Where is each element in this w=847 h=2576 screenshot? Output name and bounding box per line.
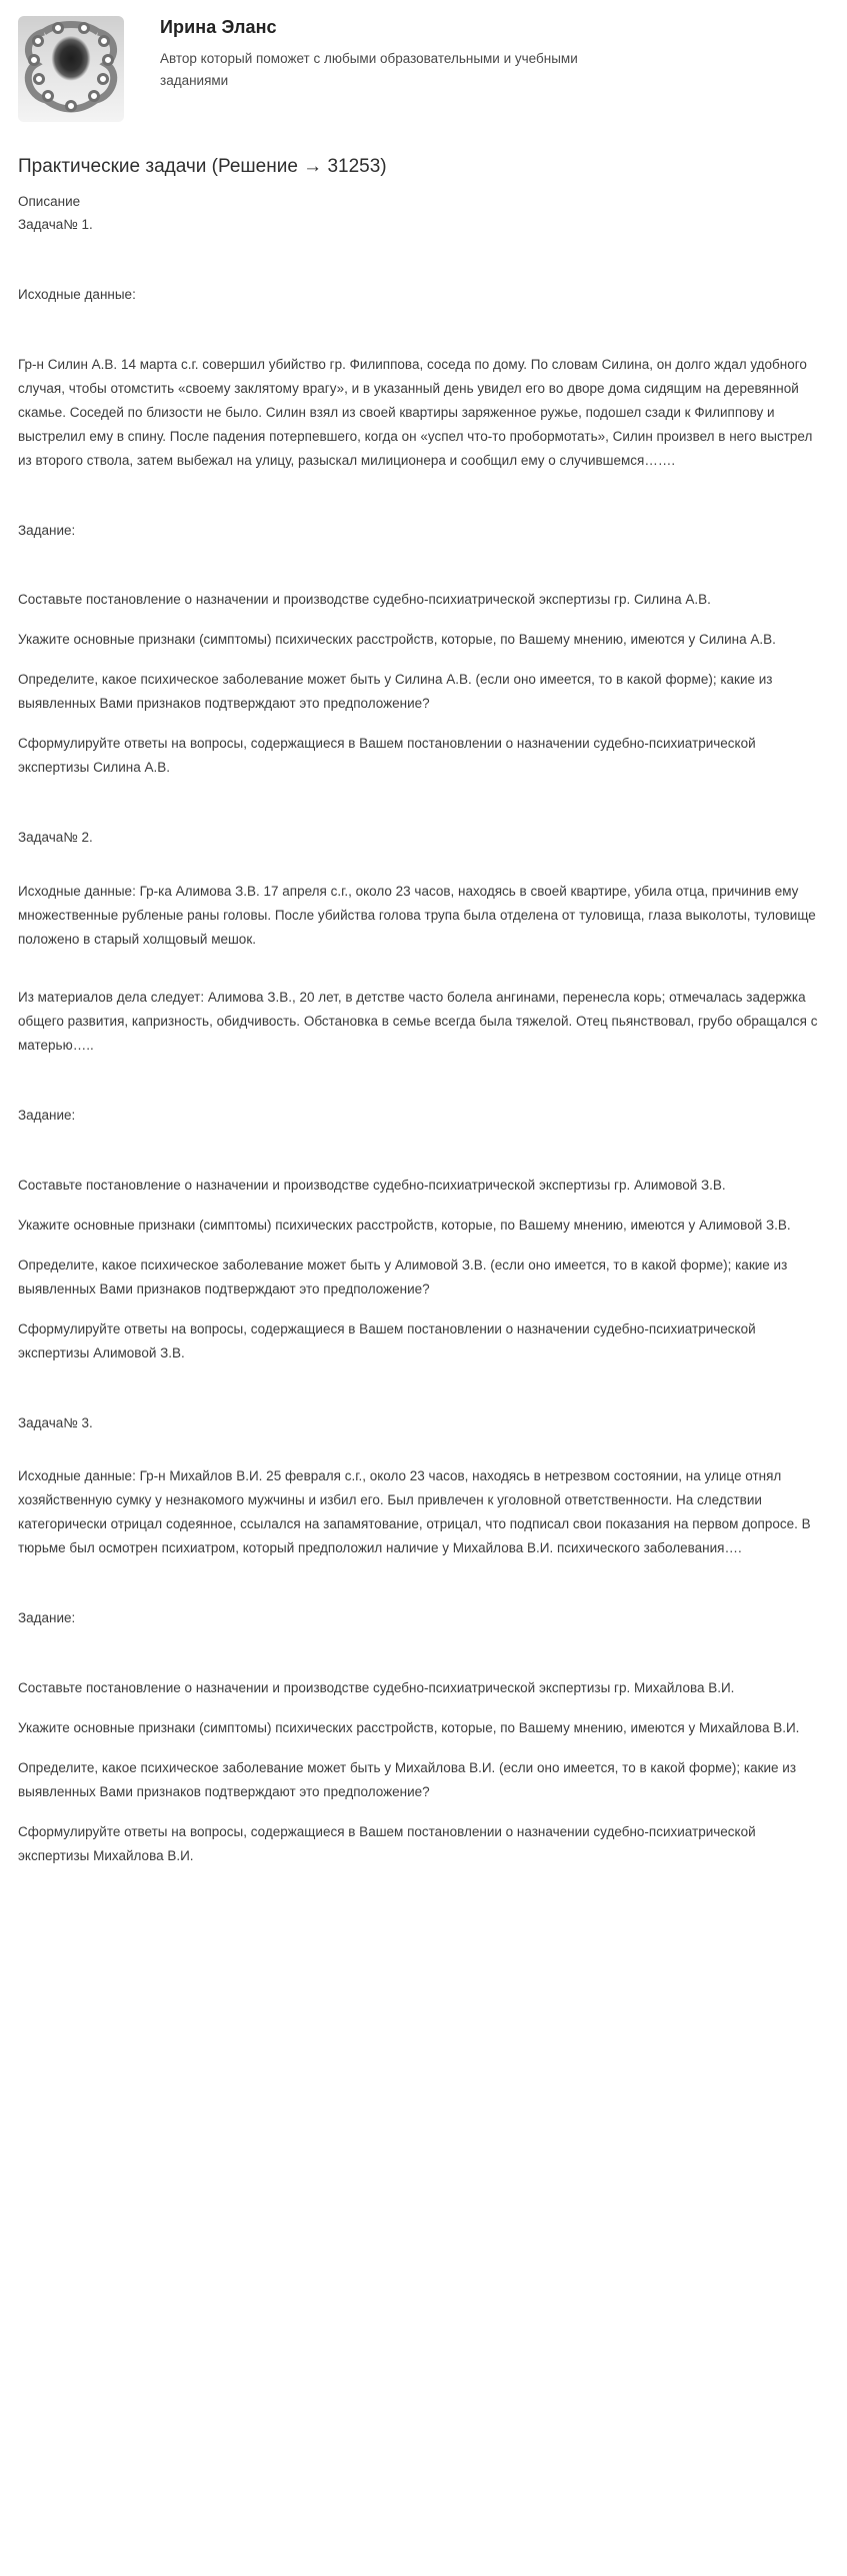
task-heading-3: Задача№ 3. [18,1414,93,1430]
source-data-text-1: Гр-н Силин А.В. 14 марта с.г. совершил убийство гр. Филиппова, соседа по дому. По словам Силина, он долго ждал удобного случая, чтобы отомстить «своему заклятому врагу», и в указанный день увидел его во дворе дома сидящим на деревянной скамье. Соседей по близости не было. Силин взял из своей квартиры заряженное ружье, подошел сзади к Филиппову и выстрелил ему в спину. После падения потерпевшего, когда он «успел что-то пробормотать», Силин произвел в него выстрел из второго ствола, затем выбежал на улицу, разыскал милиционера и сообщил ему о случившемся……. [18,356,813,468]
assignment-label-1: Задание: [18,522,76,538]
assignment-item: Укажите основные признаки (симптомы) психических расстройств, которые, по Вашему мнению, имеются у Силина А.В. [18,632,776,648]
assignment-item: Определите, какое психическое заболевание может быть у Михайлова В.И. (если оно имеется, то в какой форме); какие из выявленных Вами признаков подтверждают это предположение? [18,1760,797,1800]
page-title: Практические задачи (Решение → 31253) [18,156,387,177]
spacer [18,1074,819,1104]
spacer [18,542,819,588]
assignment-item: Составьте постановление о назначении и производстве судебно-психиатрической экспертизы гр. Михайлова В.И. [18,1680,735,1696]
author-header [10,0,837,130]
spacer [18,1434,819,1464]
assignment-item: Составьте постановление о назначении и производстве судебно-психиатрической экспертизы гр. Силина А.В. [18,592,711,608]
assignment-item: Сформулируйте ответы на вопросы, содержащиеся в Вашем постановлении о назначении судебно-психиатрической экспертизы Алимовой З.В. [18,1320,756,1360]
avatar-decorative-frame-icon [18,16,124,122]
spacer [18,1128,819,1174]
assignment-item: Определите, какое психическое заболевание может быть у Силина А.В. (если оно имеется, то в какой форме); какие из выявленных Вами признаков подтверждают это предположение? [18,672,773,712]
spacer [18,489,819,519]
task-section-1 [18,213,819,780]
assignment-label-2: Задание: [18,1108,76,1124]
source-data-text-2b: Из материалов дела следует: Алимова З.В., 20 лет, в детстве часто болела ангинами, перенесла корь; отмечалась задержка общего развития, капризность, обидчивость. Обстановка в семье всегда была тяжелой. Отец пьянствовал, грубо обращался с матерью….. [18,989,818,1054]
spacer [18,1365,819,1411]
spacer [18,1576,819,1606]
source-data-label-1: Исходные данные: [18,286,136,302]
task-heading-1: Задача№ 1. [18,217,93,233]
author-tagline: Автор который поможет с любыми образовательными и учебными заданиями [160,51,578,89]
description-label: Описание [18,193,81,209]
assignment-label-3: Задание: [18,1610,76,1626]
author-name: Ирина Эланс [160,17,277,37]
document-content [10,154,837,1868]
assignment-item: Сформулируйте ответы на вопросы, содержащиеся в Вашем постановлении о назначении судебно-психиатрической экспертизы Михайлова В.И. [18,1824,756,1864]
spacer [18,1630,819,1676]
assignment-item: Сформулируйте ответы на вопросы, содержащиеся в Вашем постановлении о назначении судебно-психиатрической экспертизы Силина А.В. [18,736,756,776]
task-section-3 [18,1411,819,1868]
author-portrait-avatar [18,16,124,122]
source-data-text-3: Исходные данные: Гр-н Михайлов В.И. 25 февраля с.г., около 23 часов, находясь в нетрезвом состоянии, на улице отнял хозяйственную сумку у незнакомого мужчины и избил его. Был привлечен к уголовной ответственности. На следствии категорически отрицал содеянное, ссылался на запамятование, отрицал, что подписал свои показания на первом допросе. В тюрьме был осмотрен психиатром, который предположил наличие у Михайлова В.И. психического заболевания…. [18,1468,811,1556]
author-meta [124,10,837,92]
assignment-item: Укажите основные признаки (симптомы) психических расстройств, которые, по Вашему мнению, имеются у Михайлова В.И. [18,1720,800,1736]
spacer [18,237,819,283]
spacer [18,307,819,353]
source-data-text-2: Исходные данные: Гр-ка Алимова З.В. 17 апреля с.г., около 23 часов, находясь в своей квартире, убила отца, причинив ему множественные рубленые раны головы. После убийства голова трупа была отделена от туловища, глаза выколоты, туловище положено в старый холщовый мешок. [18,883,816,947]
task-section-2 [18,826,819,1364]
spacer [18,850,819,880]
assignment-item: Укажите основные признаки (симптомы) психических расстройств, которые, по Вашему мнению, имеются у Алимовой З.В. [18,1217,791,1233]
spacer [18,968,819,986]
spacer [18,780,819,826]
task-heading-2: Задача№ 2. [18,830,93,846]
assignment-item: Составьте постановление о назначении и производстве судебно-психиатрической экспертизы гр. Алимовой З.В. [18,1177,726,1193]
assignment-item: Определите, какое психическое заболевание может быть у Алимовой З.В. (если оно имеется, то в какой форме); какие из выявленных Вами признаков подтверждают это предположение? [18,1257,788,1296]
